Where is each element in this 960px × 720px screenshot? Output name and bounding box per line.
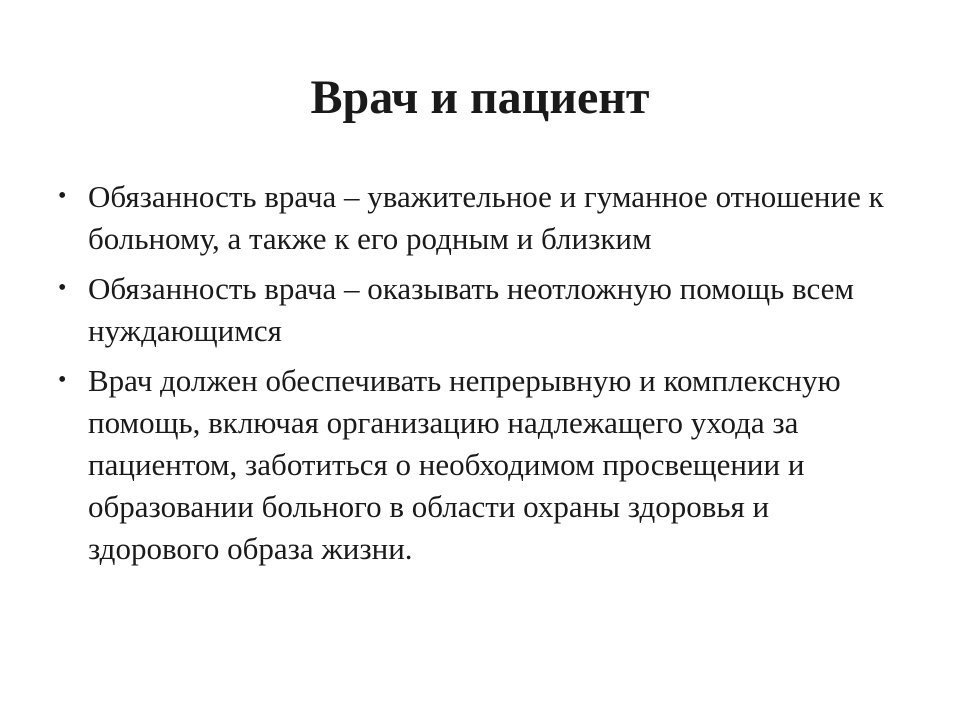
bullet-item: [58, 360, 908, 570]
bullet-marker: •: [58, 183, 67, 209]
bullet-text: Врач должен обеспечивать непрерывную и комплексную помощь, включая организацию надлежащего ухода за пациентом, заботиться о необходимом просвещении и образовании больного в области охраны здоровья и здорового образа жизни.: [88, 363, 841, 566]
bullet-marker: •: [58, 275, 67, 301]
slide-title: Врач и пациент: [310, 71, 650, 124]
bullet-item: [58, 176, 908, 260]
bullet-list: [58, 176, 908, 578]
bullet-item: [58, 268, 908, 352]
bullet-text: Обязанность врача – оказывать неотложную помощь всем нуждающимся: [88, 271, 855, 348]
bullet-marker: •: [58, 367, 67, 393]
bullet-text: Обязанность врача – уважительное и гуманное отношение к больному, а также к его родным и близким: [88, 179, 884, 256]
